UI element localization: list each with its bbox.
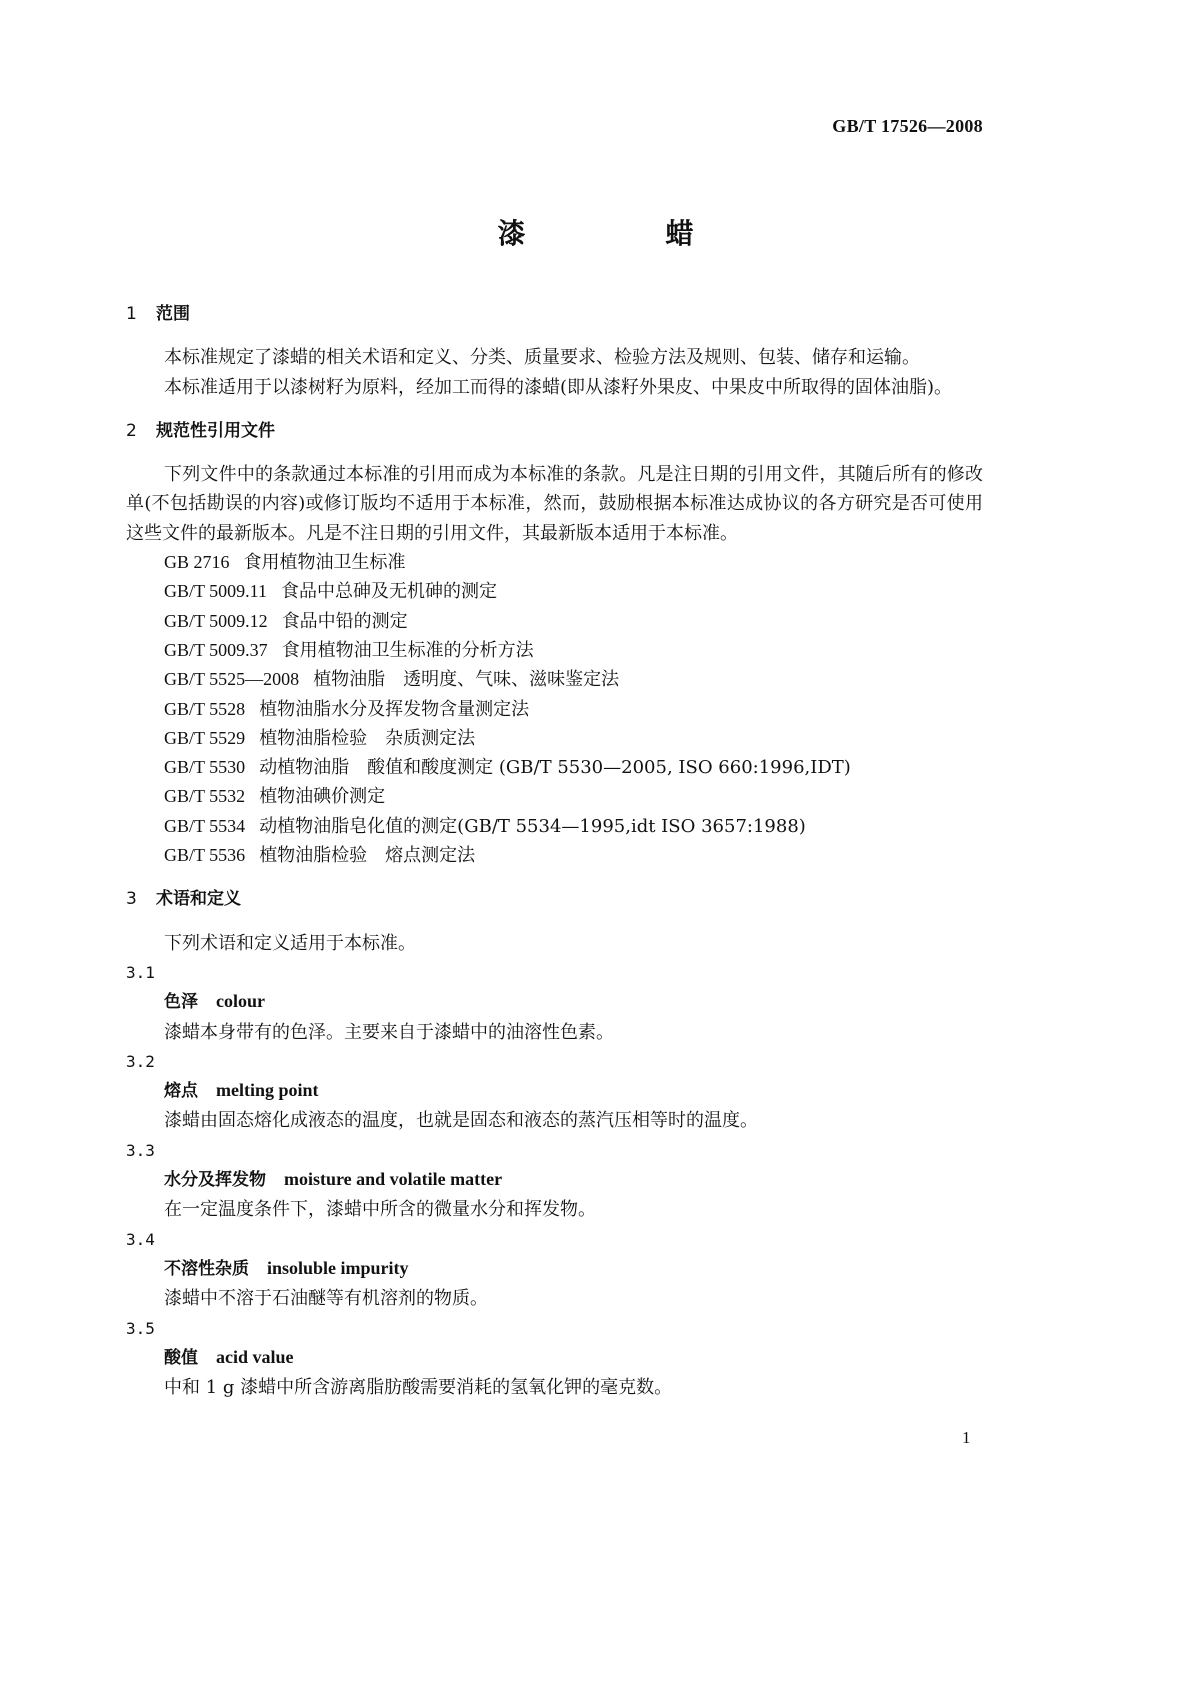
clause-number: 3.2 [126,1051,155,1071]
reference-item [126,636,983,665]
term-heading [126,1076,983,1106]
reference-item [126,753,983,782]
section-heading-normative-references: 2 规范性引用文件 [126,420,275,441]
reference-item [126,577,983,606]
term-definition: 漆蜡中不溶于石油醚等有机溶剂的物质。 [164,1288,488,1310]
reference-list [126,548,983,870]
term-zh: 酸值 [164,1347,198,1368]
term-heading [126,987,983,1017]
reference-title: 动植物油脂 酸值和酸度测定 (GB/T 5530—2005, ISO 660:1996,IDT) [259,757,851,779]
term-en: insoluble impurity [267,1257,409,1278]
reference-code: GB/T 5532 [164,786,246,807]
reference-item [126,665,983,694]
reference-code: GB/T 5529 [164,727,246,748]
reference-code: GB/T 5534 [164,815,246,836]
reference-title: 食用植物油卫生标准 [243,552,406,574]
title-char: 漆 [497,217,526,250]
term-definition: 中和 1 g 漆蜡中所含游离脂肪酸需要消耗的氢氧化钾的毫克数。 [164,1377,673,1399]
reference-item [126,841,983,870]
reference-title: 动植物油脂皂化值的测定(GB/T 5534—1995,idt ISO 3657:1988) [259,815,806,837]
reference-title: 食品中总砷及无机砷的测定 [281,581,498,603]
reference-code: GB/T 5009.12 [164,610,268,631]
term-list [126,958,983,1402]
reference-code: GB 2716 [164,552,230,573]
reference-code: GB/T 5530 [164,757,246,778]
term-zh: 水分及挥发物 [164,1170,266,1191]
reference-item [126,812,983,841]
term-zh: 色泽 [164,992,198,1013]
reference-title: 食品中铅的测定 [281,610,408,632]
reference-item [126,548,983,577]
standard-number: GB/T 17526—2008 [832,116,983,136]
term-en: colour [216,991,265,1012]
page-number: 1 [962,1428,971,1447]
term-definition: 漆蜡本身带有的色泽。主要来自于漆蜡中的油溶性色素。 [164,1021,614,1043]
term-zh: 不溶性杂质 [164,1258,249,1279]
clause-number: 3.1 [126,962,155,982]
clause-number: 3.3 [126,1140,155,1160]
term-definition: 漆蜡由固态熔化成液态的温度，也就是固态和液态的蒸汽压相等时的温度。 [164,1110,758,1132]
reference-code: GB/T 5525—2008 [164,669,300,690]
clause-number: 3.5 [126,1318,155,1338]
reference-title: 植物油脂检验 熔点测定法 [259,845,476,867]
reference-title: 植物油碘价测定 [259,786,386,808]
section-heading-scope: 1 范围 [126,304,190,324]
term-heading [126,1254,983,1284]
reference-item [126,782,983,811]
document-body [126,300,983,1402]
reference-code: GB/T 5009.37 [164,639,268,660]
reference-code: GB/T 5536 [164,845,246,866]
reference-title: 植物油脂检验 杂质测定法 [259,727,476,749]
title-char: 蜡 [665,217,694,250]
clause-number: 3.4 [126,1229,155,1249]
term-definition: 在一定温度条件下，漆蜡中所含的微量水分和挥发物。 [164,1199,596,1221]
reference-item [126,695,983,724]
reference-title: 植物油脂 透明度、气味、滋味鉴定法 [313,669,620,691]
paragraph: 下列术语和定义适用于本标准。 [164,932,416,954]
term-en: melting point [216,1080,319,1101]
reference-title: 植物油脂水分及挥发物含量测定法 [259,698,530,720]
reference-code: GB/T 5528 [164,698,246,719]
reference-title: 食用植物油卫生标准的分析方法 [281,639,534,661]
term-en: acid value [216,1346,294,1367]
term-heading [126,1165,983,1195]
reference-item [126,607,983,636]
reference-code: GB/T 5009.11 [164,581,268,602]
term-en: moisture and volatile matter [284,1169,503,1190]
document-title [0,212,1191,252]
paragraph: 本标准规定了漆蜡的相关术语和定义、分类、质量要求、检验方法及规则、包装、储存和运输。 [164,347,920,369]
section-heading-terms: 3 术语和定义 [126,889,241,910]
reference-item [126,724,983,753]
paragraph: 下列文件中的条款通过本标准的引用而成为本标准的条款。凡是注日期的引用文件，其随后所有的修改单(不包括勘误的内容)或修订版均不适用于本标准，然而，鼓励根据本标准达成协议的各方研究是否可使用这些文件的最新版本。凡是不注日期的引用文件，其最新版本适用于本标准。 [126,464,983,544]
term-zh: 熔点 [164,1081,198,1102]
term-heading [126,1343,983,1373]
paragraph: 本标准适用于以漆树籽为原料，经加工而得的漆蜡(即从漆籽外果皮、中果皮中所取得的固体油脂)。 [164,376,953,398]
